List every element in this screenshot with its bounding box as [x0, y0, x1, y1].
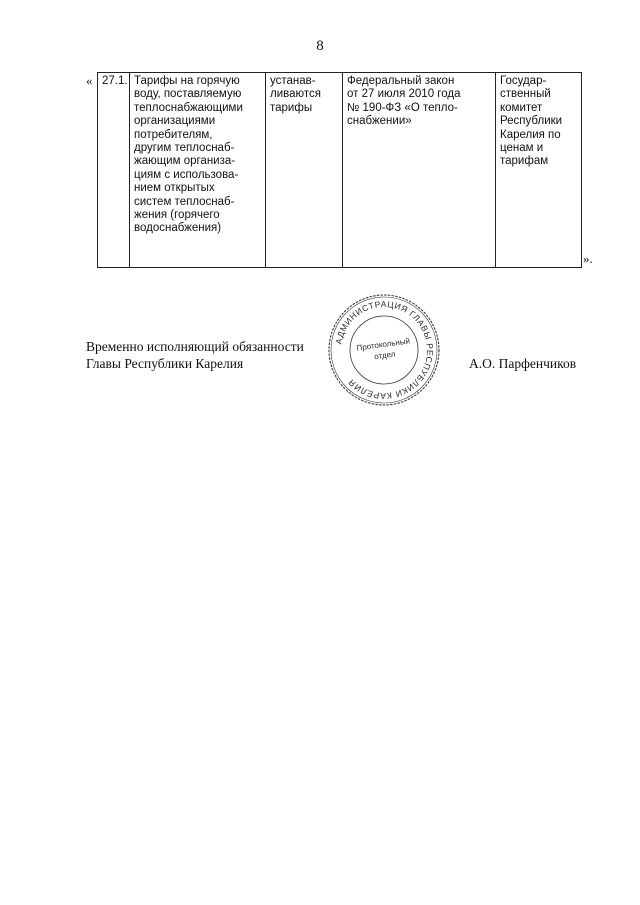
signature-block: [86, 338, 304, 372]
stamp-outer-text: АДМИНИСТРАЦИЯ ГЛАВЫ РЕСПУБЛИКИ КАРЕЛИЯ: [333, 298, 436, 402]
stamp-center-line-2: отдел: [373, 349, 396, 362]
signatory-title-line-1: Временно исполняющий обязанности: [86, 339, 304, 354]
signatory-title-line-2: Главы Республики Карелия: [86, 356, 244, 371]
authority-cell: Государ- ственный комитет Республики Карелия по ценам и тарифам: [496, 73, 582, 268]
action-cell: устанав- ливаются тарифы: [266, 73, 343, 268]
table-row: [98, 73, 582, 268]
opening-quote: «: [86, 73, 93, 88]
stamp-seal-icon: [326, 292, 442, 408]
row-number-cell: 27.1.: [98, 73, 130, 268]
closing-quote: ».: [583, 251, 593, 266]
stamp-center-line-1: Протокольный: [355, 336, 411, 353]
official-stamp: [326, 292, 442, 408]
legal-basis-cell: Федеральный закон от 27 июля 2010 года № 190-ФЗ «О тепло- снабжении»: [343, 73, 496, 268]
page-number: 8: [316, 38, 324, 54]
tariff-description-cell: Тарифы на горячую воду, поставляемую теплоснабжающими организациями потребителям, другим теплоснаб- жающим организа- циям с использова- нием открытых систем теплоснаб- жения (горячего водоснабжения): [130, 73, 266, 268]
signatory-name: А.О. Парфенчиков: [469, 356, 577, 371]
tariff-table: [97, 72, 582, 268]
